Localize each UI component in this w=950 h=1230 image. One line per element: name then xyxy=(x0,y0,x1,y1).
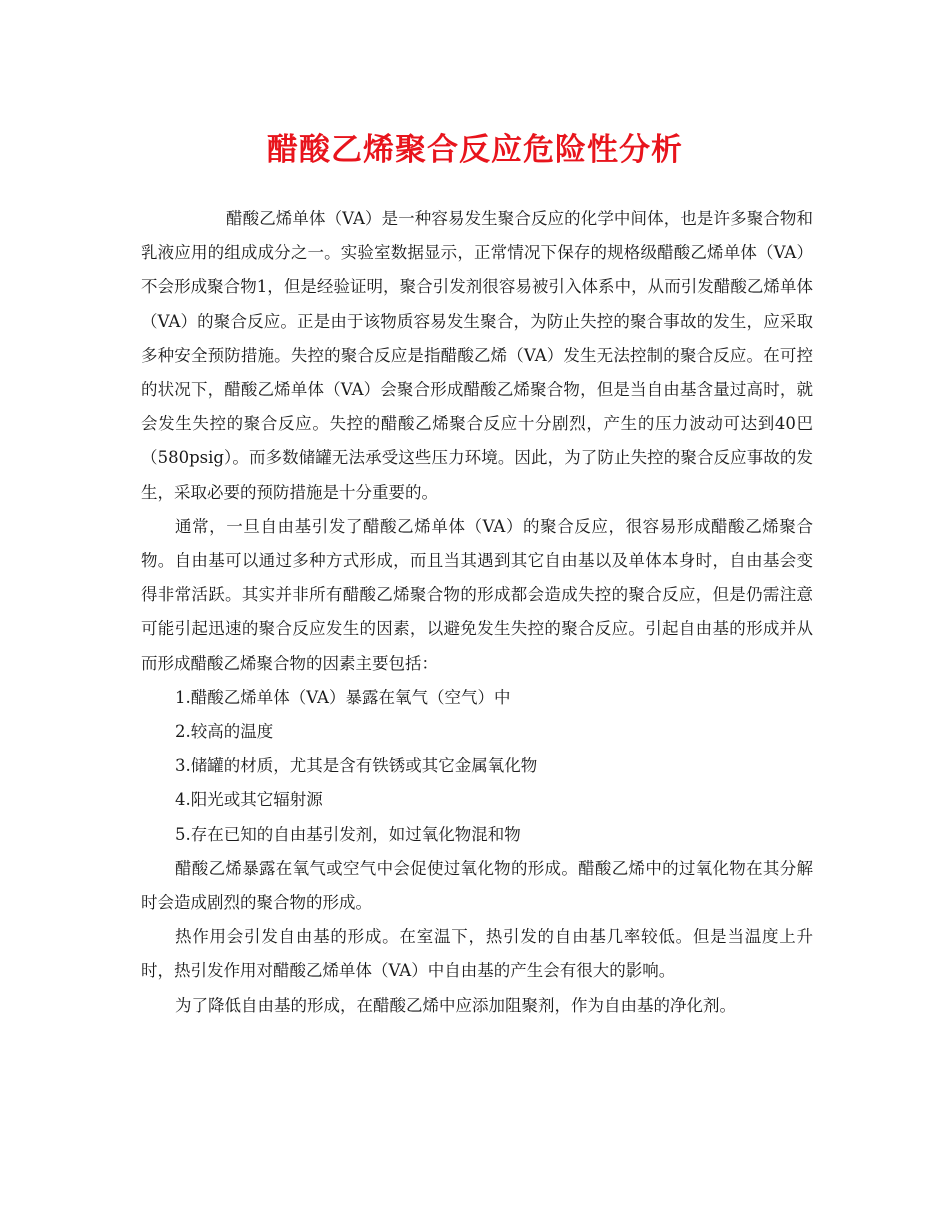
paragraph-oxygen: 醋酸乙烯暴露在氧气或空气中会促使过氧化物的形成。醋酸乙烯中的过氧化物在其分解时会造成剧烈的聚合物的形成。 xyxy=(141,858,813,913)
document-body xyxy=(141,202,813,1023)
list-item: 4.阳光或其它辐射源 xyxy=(175,790,323,810)
list-item: 5.存在已知的自由基引发剂，如过氧化物混和物 xyxy=(175,824,521,844)
paragraph-heat: 热作用会引发自由基的形成。在室温下，热引发的自由基几率较低。但是当温度上升时，热引发作用对醋酸乙烯单体（VA）中自由基的产生会有很大的影响。 xyxy=(141,927,813,981)
paragraph-inhibitor: 为了降低自由基的形成，在醋酸乙烯中应添加阻聚剂，作为自由基的净化剂。 xyxy=(175,995,736,1015)
list-item: 1.醋酸乙烯单体（VA）暴露在氧气（空气）中 xyxy=(175,687,511,707)
factor-list xyxy=(141,681,813,852)
paragraph-free-radicals: 通常，一旦自由基引发了醋酸乙烯单体（VA）的聚合反应，很容易形成醋酸乙烯聚合物。自由基可以通过多种方式形成，而且当其遇到其它自由基以及单体本身时，自由基会变得非常活跃。其实并非所有醋酸乙烯聚合物的形成都会造成失控的聚合反应，但是仍需注意可能引起迅速的聚合反应发生的因素，以避免发生失控的聚合反应。引起自由基的形成并从而形成醋酸乙烯聚合物的因素主要包括： xyxy=(141,516,813,673)
list-item: 3.储罐的材质，尤其是含有铁锈或其它金属氧化物 xyxy=(175,756,538,776)
paragraph-intro: 醋酸乙烯单体（VA）是一种容易发生聚合反应的化学中间体，也是许多聚合物和乳液应用的组成成分之一。实验室数据显示，正常情况下保存的规格级醋酸乙烯单体（VA）不会形成聚合物1，但是经验证明，聚合引发剂很容易被引入体系中，从而引发醋酸乙烯单体（VA）的聚合反应。正是由于该物质容易发生聚合，为防止失控的聚合事故的发生，应采取多种安全预防措施。失控的聚合反应是指醋酸乙烯（VA）发生无法控制的聚合反应。在可控的状况下，醋酸乙烯单体（VA）会聚合形成醋酸乙烯聚合物，但是当自由基含量过高时，就会发生失控的聚合反应。失控的醋酸乙烯聚合反应十分剧烈，产生的压力波动可达到40巴（580psig）。而多数储罐无法承受这些压力环境。因此，为了防止失控的聚合反应事故的发生，采取必要的预防措施是十分重要的。 xyxy=(141,209,813,502)
list-item: 2.较高的温度 xyxy=(175,722,274,742)
document-title: 醋酸乙烯聚合反应危险性分析 xyxy=(267,132,683,168)
